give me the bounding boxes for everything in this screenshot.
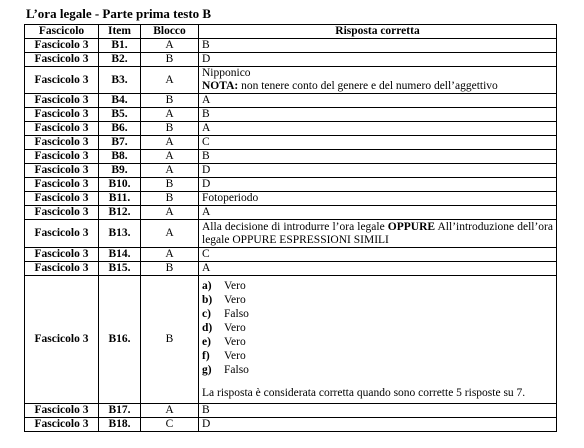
sub-answer-letter: g) (202, 364, 212, 376)
table-row (25, 164, 557, 178)
cell-risposta: A (199, 94, 557, 108)
table-row (25, 220, 557, 248)
answer-part-1: Alla decisione di introdurre l’ora legale (202, 220, 388, 233)
sub-answer-value: Vero (224, 322, 246, 334)
cell-blocco: A (141, 206, 199, 220)
scoring-note: La risposta è considerata corretta quando sono corrette 5 risposte su 7. (202, 387, 526, 399)
cell-blocco: B (141, 276, 199, 404)
sub-answer-letter: c) (202, 308, 211, 320)
table-row (25, 108, 557, 122)
cell-blocco: A (141, 404, 199, 418)
cell-item: B4. (99, 94, 141, 108)
note-label: NOTA: (202, 80, 239, 92)
cell-item: B1. (99, 39, 141, 53)
sub-answer-letter: d) (202, 322, 213, 334)
document-title: L’ora legale - Parte prima testo B (26, 6, 212, 21)
answer-text: Nipponico (202, 67, 251, 79)
cell-blocco: A (141, 108, 199, 122)
cell-fascicolo: Fascicolo 3 (25, 164, 99, 178)
list-item (202, 335, 553, 349)
cell-risposta (199, 67, 557, 94)
cell-item: B7. (99, 136, 141, 150)
cell-risposta: B (199, 150, 557, 164)
cell-blocco: B (141, 53, 199, 67)
answer-part-2: All’introduzione dell’ora legale OPPURE ESPRESSIONI SIMILI (202, 220, 553, 246)
cell-blocco: A (141, 220, 199, 248)
table-row (25, 192, 557, 206)
cell-fascicolo: Fascicolo 3 (25, 192, 99, 206)
cell-risposta: B (199, 39, 557, 53)
cell-item: B6. (99, 122, 141, 136)
cell-item: B11. (99, 192, 141, 206)
sub-answer-value: Vero (224, 294, 246, 306)
cell-fascicolo: Fascicolo 3 (25, 67, 99, 94)
cell-risposta: Fotoperiodo (199, 192, 557, 206)
cell-item: B17. (99, 404, 141, 418)
list-item (202, 293, 553, 307)
cell-risposta: D (199, 178, 557, 192)
answer-keyword: OPPURE (387, 220, 436, 233)
cell-blocco: A (141, 67, 199, 94)
cell-fascicolo: Fascicolo 3 (25, 262, 99, 276)
cell-risposta: A (199, 206, 557, 220)
cell-item: B5. (99, 108, 141, 122)
cell-item: B18. (99, 418, 141, 432)
table-row (25, 150, 557, 164)
cell-item: B2. (99, 53, 141, 67)
list-item (202, 279, 553, 293)
cell-risposta: C (199, 136, 557, 150)
cell-item: B10. (99, 178, 141, 192)
cell-risposta: B (199, 404, 557, 418)
cell-fascicolo: Fascicolo 3 (25, 206, 99, 220)
cell-risposta: D (199, 164, 557, 178)
cell-risposta (199, 220, 557, 248)
table-row (25, 39, 557, 53)
cell-risposta: D (199, 418, 557, 432)
answer-text (202, 221, 553, 247)
cell-fascicolo: Fascicolo 3 (25, 178, 99, 192)
cell-risposta: B (199, 108, 557, 122)
header-fascicolo: Fascicolo (25, 25, 99, 39)
cell-fascicolo: Fascicolo 3 (25, 136, 99, 150)
cell-fascicolo: Fascicolo 3 (25, 39, 99, 53)
table-row (25, 178, 557, 192)
cell-blocco: A (141, 136, 199, 150)
sub-answer-letter: f) (202, 350, 210, 362)
table-row (25, 248, 557, 262)
table-row (25, 262, 557, 276)
cell-fascicolo: Fascicolo 3 (25, 94, 99, 108)
sub-answer-value: Vero (224, 336, 246, 348)
cell-fascicolo: Fascicolo 3 (25, 276, 99, 404)
cell-risposta: C (199, 248, 557, 262)
cell-item: B9. (99, 164, 141, 178)
sub-answer-value: Falso (224, 308, 249, 320)
cell-item: B3. (99, 67, 141, 94)
cell-blocco: B (141, 122, 199, 136)
cell-item: B16. (99, 276, 141, 404)
list-item (202, 349, 553, 363)
cell-blocco: A (141, 164, 199, 178)
list-item (202, 321, 553, 335)
sub-answer-list (202, 279, 553, 377)
cell-risposta: A (199, 122, 557, 136)
cell-fascicolo: Fascicolo 3 (25, 53, 99, 67)
table-row (25, 404, 557, 418)
table-row (25, 276, 557, 404)
cell-blocco: B (141, 262, 199, 276)
table-row (25, 122, 557, 136)
cell-risposta: D (199, 53, 557, 67)
table-row (25, 67, 557, 94)
table-row (25, 418, 557, 432)
list-item (202, 363, 553, 377)
table-row (25, 53, 557, 67)
sub-answer-letter: e) (202, 336, 211, 348)
sub-answer-value: Vero (224, 280, 246, 292)
cell-fascicolo: Fascicolo 3 (25, 248, 99, 262)
sub-answer-letter: a) (202, 280, 212, 292)
cell-blocco: B (141, 178, 199, 192)
cell-fascicolo: Fascicolo 3 (25, 122, 99, 136)
table-row (25, 136, 557, 150)
cell-item: B8. (99, 150, 141, 164)
cell-blocco: A (141, 39, 199, 53)
answer-note (202, 80, 553, 93)
cell-item: B13. (99, 220, 141, 248)
cell-fascicolo: Fascicolo 3 (25, 418, 99, 432)
cell-risposta (199, 276, 557, 404)
table-row (25, 94, 557, 108)
cell-fascicolo: Fascicolo 3 (25, 108, 99, 122)
cell-blocco: B (141, 192, 199, 206)
cell-fascicolo: Fascicolo 3 (25, 404, 99, 418)
sub-answer-value: Vero (224, 350, 246, 362)
cell-blocco: B (141, 94, 199, 108)
cell-item: B12. (99, 206, 141, 220)
note-text: non tenere conto del genere e del numero dell’aggettivo (238, 80, 498, 92)
spacer (202, 377, 553, 387)
cell-fascicolo: Fascicolo 3 (25, 150, 99, 164)
cell-blocco: C (141, 418, 199, 432)
cell-item: B15. (99, 262, 141, 276)
answers-table (24, 24, 557, 432)
cell-risposta: A (199, 262, 557, 276)
sub-answer-value: Falso (224, 364, 249, 376)
table-header-row (25, 25, 557, 39)
cell-blocco: A (141, 248, 199, 262)
cell-item: B14. (99, 248, 141, 262)
header-blocco: Blocco (141, 25, 199, 39)
cell-blocco: A (141, 150, 199, 164)
list-item (202, 307, 553, 321)
header-risposta: Risposta corretta (199, 25, 557, 39)
header-item: Item (99, 25, 141, 39)
cell-fascicolo: Fascicolo 3 (25, 220, 99, 248)
sub-answer-letter: b) (202, 294, 213, 306)
table-row (25, 206, 557, 220)
